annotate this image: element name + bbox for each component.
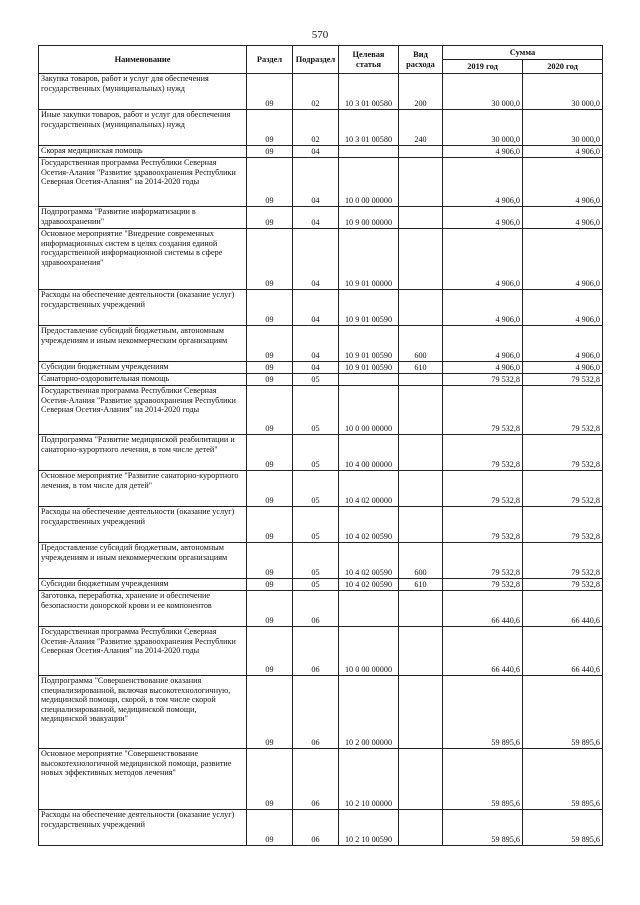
row-section-cell: 09 [247, 326, 293, 362]
row-2020-cell: 79 532,8 [523, 374, 603, 386]
table-row [39, 374, 603, 386]
row-target-cell: 10 4 02 00590 [339, 579, 399, 591]
row-2019-cell: 4 906,0 [443, 229, 523, 290]
row-2020-cell: 79 532,8 [523, 471, 603, 507]
row-name-cell: Закупка товаров, работ и услуг для обеспечения государственных (муниципальных) нужд [39, 74, 247, 110]
row-2019-cell: 4 906,0 [443, 207, 523, 229]
row-subsection-cell: 06 [293, 749, 339, 810]
row-target-cell: 10 3 01 00580 [339, 110, 399, 146]
table-row [39, 326, 603, 362]
table-header [39, 46, 603, 74]
row-section-cell: 09 [247, 74, 293, 110]
row-subsection-cell: 05 [293, 579, 339, 591]
row-2020-cell: 79 532,8 [523, 507, 603, 543]
row-target-cell: 10 0 00 00000 [339, 386, 399, 435]
table-row [39, 229, 603, 290]
row-section-cell: 09 [247, 471, 293, 507]
row-name-cell: Подпрограмма "Развитие информатизации в здравоохранении" [39, 207, 247, 229]
row-2020-cell: 79 532,8 [523, 579, 603, 591]
row-name-cell: Иные закупки товаров, работ и услуг для обеспечения государственных (муниципальных) нужд [39, 110, 247, 146]
row-section-cell: 09 [247, 435, 293, 471]
row-section-cell: 09 [247, 749, 293, 810]
header-section: Раздел [247, 46, 293, 74]
row-section-cell: 09 [247, 146, 293, 158]
table-body [39, 74, 603, 846]
row-section-cell: 09 [247, 676, 293, 749]
row-section-cell: 09 [247, 290, 293, 326]
row-section-cell: 09 [247, 591, 293, 627]
table-row [39, 74, 603, 110]
table-row [39, 676, 603, 749]
row-name-cell: Расходы на обеспечение деятельности (оказание услуг) государственных учреждений [39, 507, 247, 543]
row-subsection-cell: 05 [293, 543, 339, 579]
row-subsection-cell: 02 [293, 110, 339, 146]
row-name-cell: Государственная программа Республики Северная Осетия-Алания "Развитие здравоохранения Республики Северная Осетия-Алания" на 2014-2020 годы [39, 627, 247, 676]
row-2020-cell: 30 000,0 [523, 74, 603, 110]
row-target-cell: 10 9 01 00590 [339, 326, 399, 362]
page-number: 570 [311, 29, 329, 41]
row-target-cell: 10 9 01 00000 [339, 229, 399, 290]
table-row [39, 627, 603, 676]
row-2020-cell: 4 906,0 [523, 326, 603, 362]
row-subsection-cell: 02 [293, 74, 339, 110]
row-expense-type-cell [399, 146, 443, 158]
row-subsection-cell: 06 [293, 676, 339, 749]
table-row [39, 471, 603, 507]
row-expense-type-cell: 600 [399, 326, 443, 362]
row-2020-cell: 79 532,8 [523, 386, 603, 435]
row-target-cell: 10 9 01 00590 [339, 290, 399, 326]
row-section-cell: 09 [247, 207, 293, 229]
row-expense-type-cell [399, 810, 443, 846]
row-subsection-cell: 06 [293, 810, 339, 846]
header-target: Целевая статья [339, 46, 399, 74]
row-2020-cell: 66 440,6 [523, 591, 603, 627]
row-2019-cell: 30 000,0 [443, 110, 523, 146]
row-2019-cell: 4 906,0 [443, 158, 523, 207]
row-expense-type-cell [399, 207, 443, 229]
row-expense-type-cell [399, 158, 443, 207]
table-row [39, 110, 603, 146]
row-name-cell: Санаторно-оздоровительная помощь [39, 374, 247, 386]
table-row [39, 579, 603, 591]
row-2020-cell: 4 906,0 [523, 229, 603, 290]
row-2019-cell: 30 000,0 [443, 74, 523, 110]
row-name-cell: Субсидии бюджетным учреждениям [39, 579, 247, 591]
row-name-cell: Основное мероприятие "Развитие санаторно-курортного лечения, в том числе для детей" [39, 471, 247, 507]
row-section-cell: 09 [247, 110, 293, 146]
table-row [39, 158, 603, 207]
row-2020-cell: 4 906,0 [523, 207, 603, 229]
table-row [39, 386, 603, 435]
row-2019-cell: 79 532,8 [443, 435, 523, 471]
row-2020-cell: 4 906,0 [523, 158, 603, 207]
row-2019-cell: 79 532,8 [443, 374, 523, 386]
header-name: Наименование [39, 46, 247, 74]
table-row [39, 591, 603, 627]
row-subsection-cell: 04 [293, 207, 339, 229]
row-2020-cell: 59 895,6 [523, 810, 603, 846]
row-target-cell: 10 0 00 00000 [339, 627, 399, 676]
row-subsection-cell: 05 [293, 435, 339, 471]
table-row [39, 207, 603, 229]
budget-table [38, 45, 603, 846]
row-expense-type-cell [399, 386, 443, 435]
row-name-cell: Государственная программа Республики Северная Осетия-Алания "Развитие здравоохранения Республики Северная Осетия-Алания" на 2014-2020 годы [39, 386, 247, 435]
row-2019-cell: 4 906,0 [443, 362, 523, 374]
row-expense-type-cell [399, 374, 443, 386]
row-subsection-cell: 05 [293, 471, 339, 507]
row-name-cell: Заготовка, переработка, хранение и обеспечение безопасности донорской крови и ее компонентов [39, 591, 247, 627]
table-row [39, 290, 603, 326]
row-expense-type-cell: 200 [399, 74, 443, 110]
row-name-cell: Расходы на обеспечение деятельности (оказание услуг) государственных учреждений [39, 810, 247, 846]
row-expense-type-cell [399, 471, 443, 507]
row-section-cell: 09 [247, 386, 293, 435]
row-name-cell: Государственная программа Республики Северная Осетия-Алания "Развитие здравоохранения Республики Северная Осетия-Алания" на 2014-2020 годы [39, 158, 247, 207]
row-expense-type-cell [399, 290, 443, 326]
row-target-cell: 10 3 01 00580 [339, 74, 399, 110]
row-2020-cell: 4 906,0 [523, 362, 603, 374]
row-subsection-cell: 06 [293, 591, 339, 627]
row-subsection-cell: 04 [293, 326, 339, 362]
row-target-cell: 10 2 10 00000 [339, 749, 399, 810]
row-target-cell: 10 0 00 00000 [339, 158, 399, 207]
row-expense-type-cell [399, 435, 443, 471]
row-target-cell [339, 374, 399, 386]
row-target-cell: 10 4 02 00590 [339, 507, 399, 543]
row-2019-cell: 66 440,6 [443, 591, 523, 627]
row-expense-type-cell [399, 591, 443, 627]
row-2019-cell: 79 532,8 [443, 507, 523, 543]
table-row [39, 810, 603, 846]
row-2020-cell: 66 440,6 [523, 627, 603, 676]
row-name-cell: Подпрограмма "Развитие медицинской реабилитации и санаторно-курортного лечения, в том числе детей" [39, 435, 247, 471]
row-subsection-cell: 04 [293, 158, 339, 207]
row-expense-type-cell [399, 749, 443, 810]
row-name-cell: Предоставление субсидий бюджетным, автономным учреждениям и иным некоммерческим организациям [39, 543, 247, 579]
row-subsection-cell: 05 [293, 507, 339, 543]
row-2019-cell: 66 440,6 [443, 627, 523, 676]
row-2020-cell: 30 000,0 [523, 110, 603, 146]
row-2020-cell: 4 906,0 [523, 146, 603, 158]
row-section-cell: 09 [247, 579, 293, 591]
row-2019-cell: 4 906,0 [443, 146, 523, 158]
header-sum: Сумма [443, 46, 603, 60]
row-target-cell: 10 2 10 00590 [339, 810, 399, 846]
table-row [39, 507, 603, 543]
row-subsection-cell: 04 [293, 290, 339, 326]
row-expense-type-cell: 240 [399, 110, 443, 146]
row-expense-type-cell: 610 [399, 579, 443, 591]
row-expense-type-cell [399, 507, 443, 543]
table-row [39, 362, 603, 374]
row-section-cell: 09 [247, 810, 293, 846]
row-2020-cell: 4 906,0 [523, 290, 603, 326]
row-expense-type-cell [399, 627, 443, 676]
row-section-cell: 09 [247, 374, 293, 386]
row-subsection-cell: 06 [293, 627, 339, 676]
row-2019-cell: 59 895,6 [443, 749, 523, 810]
row-target-cell: 10 4 02 00000 [339, 471, 399, 507]
header-2019: 2019 год [443, 60, 523, 74]
row-subsection-cell: 04 [293, 229, 339, 290]
row-2020-cell: 79 532,8 [523, 543, 603, 579]
row-target-cell: 10 4 00 00000 [339, 435, 399, 471]
row-target-cell: 10 4 02 00590 [339, 543, 399, 579]
row-target-cell: 10 2 00 00000 [339, 676, 399, 749]
row-2020-cell: 59 895,6 [523, 676, 603, 749]
row-2019-cell: 4 906,0 [443, 290, 523, 326]
header-subsection: Подраздел [293, 46, 339, 74]
row-target-cell [339, 591, 399, 627]
table-row [39, 435, 603, 471]
row-expense-type-cell [399, 676, 443, 749]
row-subsection-cell: 04 [293, 362, 339, 374]
row-section-cell: 09 [247, 627, 293, 676]
table-row [39, 146, 603, 158]
row-2019-cell: 79 532,8 [443, 543, 523, 579]
row-subsection-cell: 05 [293, 386, 339, 435]
row-section-cell: 09 [247, 362, 293, 374]
row-2019-cell: 4 906,0 [443, 326, 523, 362]
row-section-cell: 09 [247, 507, 293, 543]
row-2019-cell: 79 532,8 [443, 579, 523, 591]
row-section-cell: 09 [247, 543, 293, 579]
row-2019-cell: 79 532,8 [443, 471, 523, 507]
row-target-cell: 10 9 00 00000 [339, 207, 399, 229]
row-name-cell: Подпрограмма "Совершенствование оказания специализированной, включая высокотехнологичную, медицинской помощи, скорой, в том числе скорой специализированной, медицинской помощи, медицинской эвакуации" [39, 676, 247, 749]
row-expense-type-cell: 610 [399, 362, 443, 374]
table-row [39, 543, 603, 579]
row-name-cell: Основное мероприятие "Внедрение современных информационных систем в целях создания единой государственной информационной системы в сфере здравоохранения" [39, 229, 247, 290]
row-subsection-cell: 04 [293, 146, 339, 158]
row-2020-cell: 59 895,6 [523, 749, 603, 810]
row-section-cell: 09 [247, 158, 293, 207]
row-name-cell: Расходы на обеспечение деятельности (оказание услуг) государственных учреждений [39, 290, 247, 326]
row-section-cell: 09 [247, 229, 293, 290]
table-row [39, 749, 603, 810]
row-2019-cell: 59 895,6 [443, 676, 523, 749]
row-name-cell: Скорая медицинская помощь [39, 146, 247, 158]
row-expense-type-cell: 600 [399, 543, 443, 579]
row-2020-cell: 79 532,8 [523, 435, 603, 471]
header-expense-type: Вид расхода [399, 46, 443, 74]
header-2020: 2020 год [523, 60, 603, 74]
row-expense-type-cell [399, 229, 443, 290]
row-name-cell: Основное мероприятие "Совершенствование высокотехнологичной медицинской помощи, развитие новых эффективных методов лечения" [39, 749, 247, 810]
row-2019-cell: 79 532,8 [443, 386, 523, 435]
row-name-cell: Субсидии бюджетным учреждениям [39, 362, 247, 374]
row-target-cell: 10 9 01 00590 [339, 362, 399, 374]
row-subsection-cell: 05 [293, 374, 339, 386]
row-target-cell [339, 146, 399, 158]
row-2019-cell: 59 895,6 [443, 810, 523, 846]
row-name-cell: Предоставление субсидий бюджетным, автономным учреждениям и иным некоммерческим организациям [39, 326, 247, 362]
